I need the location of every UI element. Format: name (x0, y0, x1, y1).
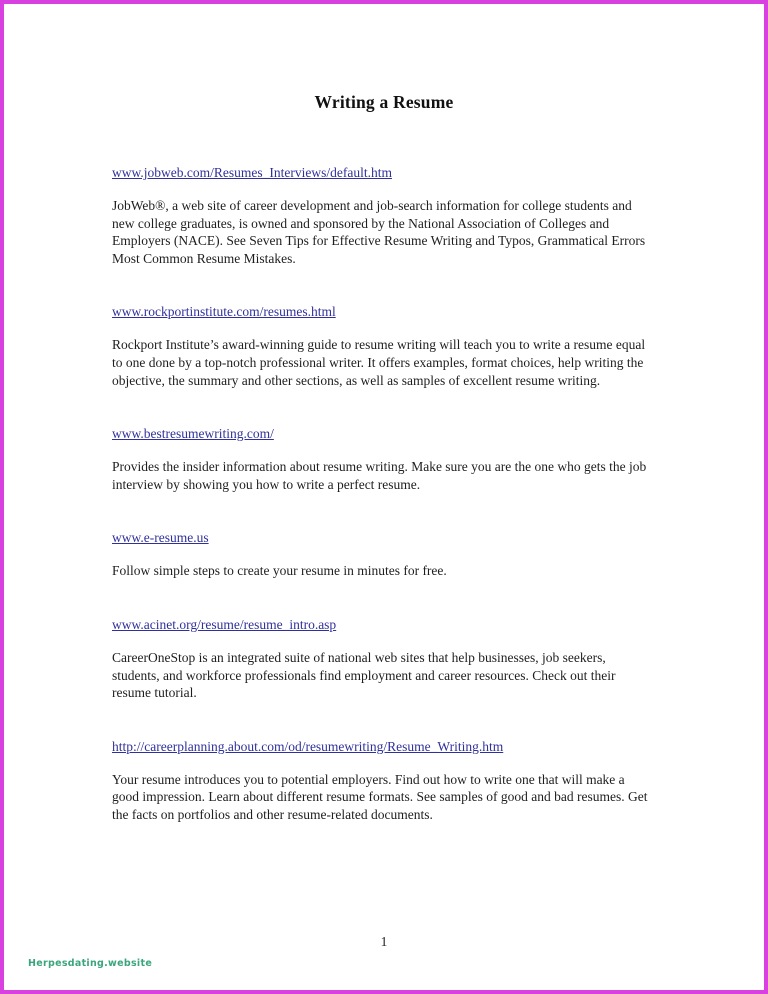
resource-description: Follow simple steps to create your resume in minutes for free. (112, 563, 447, 579)
resource-description: Your resume introduces you to potential employers. Find out how to write one that will make a good impression. Learn about different resume formats. See samples of good and bad resumes. Get the facts on portfolios and other resume-related documents. (112, 771, 648, 822)
resource-link-jobweb[interactable]: www.jobweb.com/Resumes_Interviews/default.htm (112, 165, 392, 180)
resource-link-rockportinstitute[interactable]: www.rockportinstitute.com/resumes.html (112, 304, 336, 320)
resource-description: Provides the insider information about resume writing. Make sure you are the one who gets the job interview by showing you how to write a perfect resume. (112, 459, 647, 492)
resource-entry (112, 425, 654, 493)
page-number: 1 (380, 934, 388, 949)
document-content (112, 164, 654, 824)
resource-link-bestresumewriting[interactable]: www.bestresumewriting.com/ (112, 426, 274, 442)
resource-entry (112, 616, 654, 702)
resource-link-acinet[interactable]: www.acinet.org/resume/resume_intro.asp (112, 616, 337, 632)
resource-description: Rockport Institute’s award-winning guide to resume writing will teach you to write a resume equal to one done by a top-notch professional writer. It offers examples, format choices, help writing the objective, the summary and other sections, as well as samples of excellent resume writing. (112, 337, 646, 388)
resource-description: CareerOneStop is an integrated suite of national web sites that help businesses, job seekers, students, and workforce professionals find employment and career resources. Check out their resume tutorial. (112, 649, 616, 701)
resource-entry (112, 303, 654, 389)
resource-entry (112, 738, 654, 824)
resource-link-careerplanning[interactable]: http://careerplanning.about.com/od/resumewriting/Resume_Writing.htm (112, 738, 504, 754)
watermark: Herpesdating.website (28, 958, 153, 969)
resource-entry (112, 164, 654, 267)
resource-description: JobWeb®, a web site of career development and job-search information for college students and new college graduates, is owned and sponsored by the National Association of Colleges and Employers (NACE). See Seven Tips for Effective Resume Writing and Typos, Grammatical Errors Most Common Resume Mistakes. (112, 198, 646, 266)
resource-link-eresume[interactable]: www.e-resume.us (112, 530, 209, 546)
resource-entry (112, 529, 654, 580)
page-title: Writing a Resume (314, 92, 454, 112)
